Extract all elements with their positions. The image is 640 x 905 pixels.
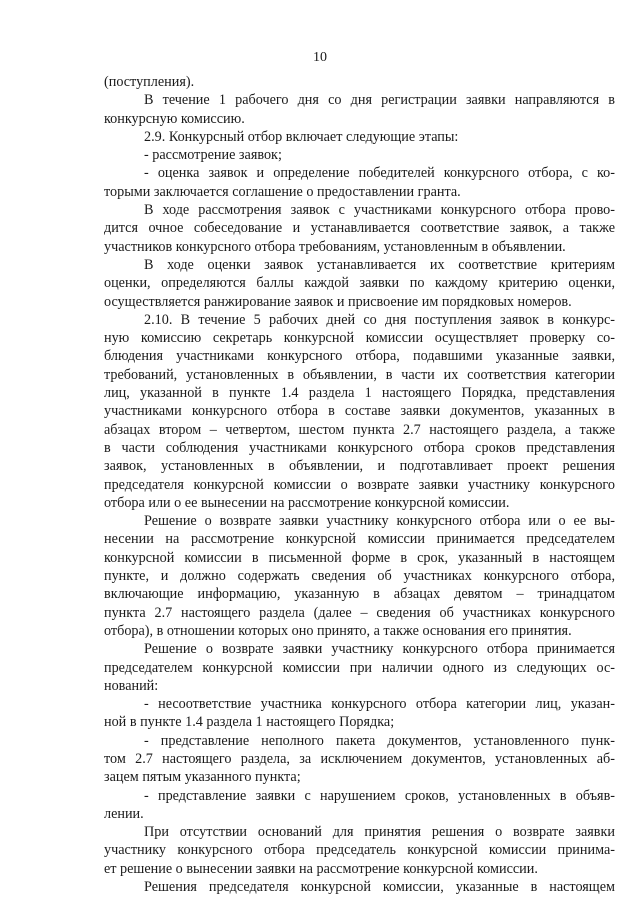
text-line: несении на рассмотрение конкурсной комиссии принимается председателем <box>104 531 615 548</box>
text-line: - оценка заявок и определение победителей конкурсного отбора, с ко- <box>144 165 615 182</box>
text-line: конкурсной комиссии в письменной форме в срок, указанный в настоящем <box>104 549 615 566</box>
text-line: ной в пункте 1.4 раздела 1 настоящего Порядка; <box>104 714 395 731</box>
text-line: - представление заявки с нарушением сроков, установленных в объяв- <box>144 787 615 804</box>
text-line: 2.9. Конкурсный отбор включает следующие этапы: <box>144 128 459 145</box>
text-line: Решение о возврате заявки участнику конкурсного отбора или о ее вы- <box>144 513 615 530</box>
text-line: (поступления). <box>104 74 195 90</box>
document-body <box>104 73 615 896</box>
text-line: ную комиссию секретарь конкурсной комиссии осуществляет проверку со- <box>104 330 615 347</box>
text-line: лиц, указанной в пункте 1.4 раздела 1 настоящего Порядка, представления <box>104 385 615 402</box>
text-line: - несоответствие участника конкурсного отбора категории лиц, указан- <box>144 696 615 713</box>
text-line: отбора или о ее вынесении на рассмотрение конкурсной комиссии. <box>104 494 510 511</box>
text-line: В течение 1 рабочего дня со дня регистрации заявки направляются в <box>144 92 615 109</box>
text-line: ет решение о вынесении заявки на рассмотрение конкурсной комиссии. <box>104 860 538 877</box>
text-line: Решения председателя конкурсной комиссии, указанные в настоящем <box>144 879 615 896</box>
page-number: 10 <box>313 50 327 65</box>
text-line: участниками конкурсного отбора в составе заявки документов, указанных в <box>104 403 615 420</box>
text-line: лении. <box>104 805 144 822</box>
text-line: 2.10. В течение 5 рабочих дней со дня поступления заявок в конкурс- <box>144 311 615 328</box>
text-line: в части соблюдения участниками конкурсного отбора сроков представления <box>104 439 615 456</box>
text-line: В ходе рассмотрения заявок с участниками конкурсного отбора прово- <box>144 202 615 219</box>
text-line: - представление неполного пакета документов, установленного пунк- <box>144 732 615 749</box>
text-line: - рассмотрение заявок; <box>144 147 282 164</box>
text-line: зацем пятым указанного пункта; <box>104 769 301 786</box>
text-line: конкурсную комиссию. <box>104 110 245 127</box>
text-line: участнику конкурсного отбора председатель конкурсной комиссии принима- <box>104 842 615 859</box>
text-line: председателя конкурсной комиссии о возврате заявки участнику конкурсного <box>104 476 615 493</box>
text-line: участников конкурсного отбора требованиям, установленным в объявлении. <box>104 238 566 255</box>
text-line: включающие информацию, указанную в абзацах девятом – тринадцатом <box>104 586 615 603</box>
text-line: оценки, определяются баллы каждой заявки по каждому критерию оценки, <box>104 275 615 292</box>
text-line: В ходе оценки заявок устанавливается их соответствие критериям <box>144 256 615 273</box>
text-line: дится очное собеседование и устанавливается соответствие заявок, а также <box>104 220 615 237</box>
text-line: торыми заключается соглашение о предоставлении гранта. <box>104 183 461 200</box>
text-line: пункта 2.7 настоящего раздела (далее – сведения об участниках конкурсного <box>104 604 615 621</box>
text-line: требований, установленных в объявлении, в части их соответствия категории <box>104 366 615 383</box>
text-line: осуществляется ранжирование заявок и присвоение им порядковых номеров. <box>104 293 572 310</box>
text-line: председателем конкурсной комиссии при наличии одного из следующих ос- <box>104 659 615 676</box>
text-line: При отсутствии оснований для принятия решения о возврате заявки <box>144 824 615 841</box>
text-line: отбора), в отношении которых оно принято, а также основания его принятия. <box>104 622 572 639</box>
text-line: блюдения участниками конкурсного отбора, подавшими указанные заявки, <box>104 348 615 365</box>
text-line: абзацах втором – четвертом, шестом пункта 2.7 настоящего раздела, а также <box>104 421 615 438</box>
text-line: пункте, и должно содержать сведения об участниках конкурсного отбора, <box>104 568 615 585</box>
text-line: том 2.7 настоящего раздела, за исключением документов, установленных аб- <box>104 750 615 767</box>
text-line: заявок, установленных в объявлении, и подготавливает проект решения <box>104 458 615 475</box>
text-line: Решение о возврате заявки участнику конкурсного отбора принимается <box>144 641 615 658</box>
text-line: нований: <box>104 677 159 694</box>
